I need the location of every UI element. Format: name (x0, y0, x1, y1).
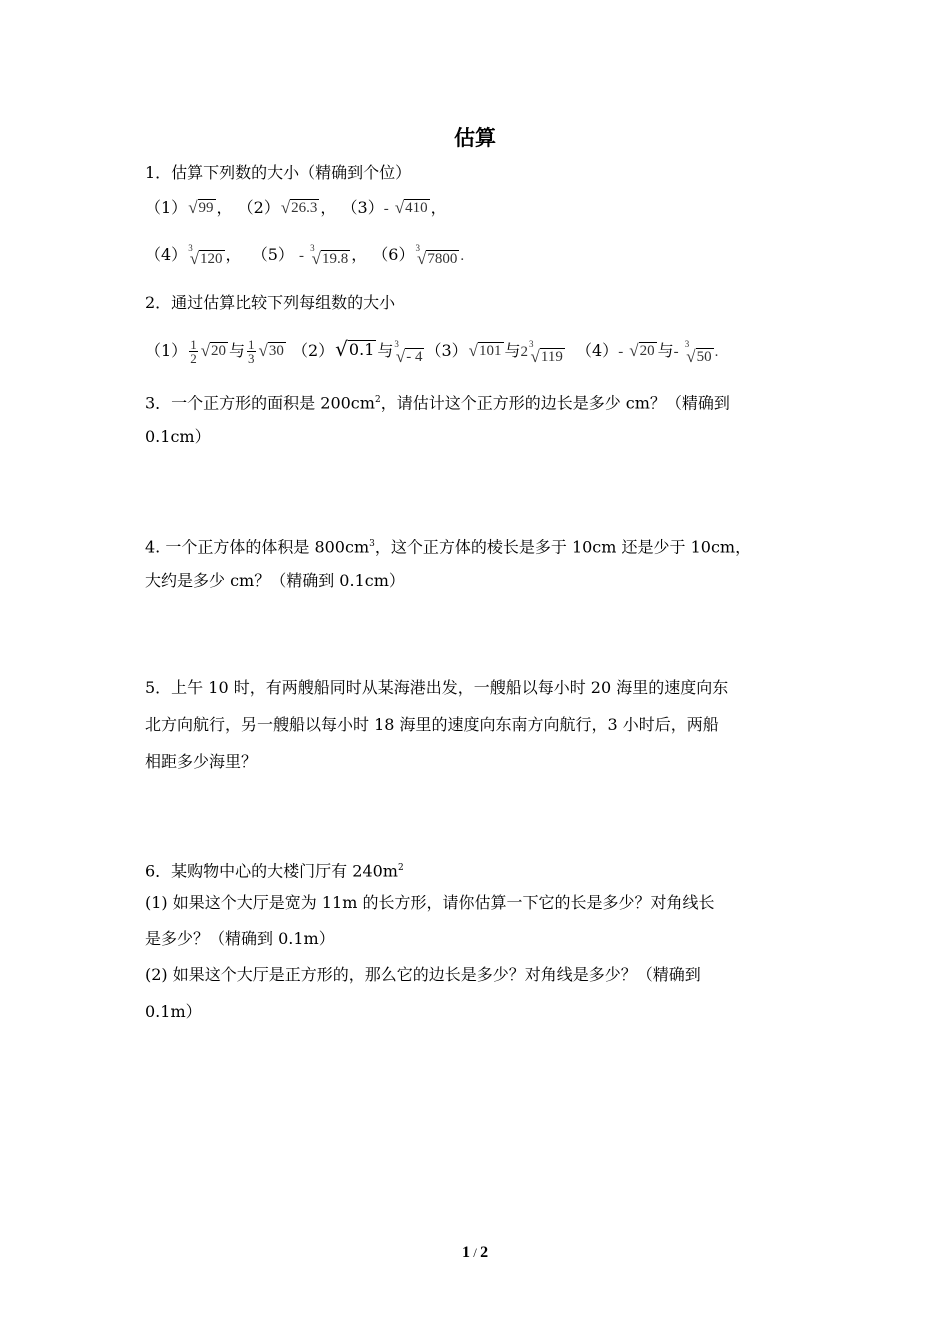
q3-line-2: 0.1cm） (145, 427, 211, 446)
q5-line-3: 相距多少海里？ (145, 752, 258, 771)
sqrt-expression: √ 20 (200, 341, 227, 360)
page-title: 估算 (454, 126, 496, 150)
sqrt-expression: √ 0.1 (335, 337, 375, 361)
q1-stem: 1．估算下列数的大小（精确到个位） (145, 163, 412, 182)
sqrt-expression: √ 20 (629, 341, 655, 360)
q2-stem: 2．通过估算比较下列每组数的大小 (145, 293, 396, 312)
page-number: 1 / 2 (461, 1244, 489, 1261)
sqrt-expression: √ 101 (468, 341, 502, 360)
cbrt-expression: 3 √ 19.8 (310, 243, 349, 268)
cbrt-expression: 3 √ - 4 (394, 339, 423, 366)
q6-line-2: 是多少？（精确到 0.1m） (145, 929, 335, 948)
cbrt-expression: 3 √ 7800 (415, 243, 458, 268)
q6-stem: 6．某购物中心的大楼门厅有 $240m^2$ (145, 861, 404, 881)
cbrt-expression: 3 √ 50 (684, 339, 712, 366)
q2-row: （1） $\frac{1}{2}$ √ 20 与 $\frac{1}{3}$ √ 30 （2） √ 0.1 与 3 √ - 4 （3） √ 101 与2 3 √ 119 （4）- √ 20 与- 3 √ 50 . (145, 337, 719, 366)
q4-line-1: 4. 一个正方体的体积是 $800cm^3$，这个正方体的棱长是多于 10cm 还是少于 10cm， (145, 537, 752, 557)
q3-line-1: 3．一个正方形的面积是 $200cm^2$，请估计这个正方形的边长是多少 cm？（精确到 (145, 393, 730, 413)
q6-line-4: 0.1m） (145, 1002, 202, 1021)
q4-line-2: 大约是多少 cm？（精确到 0.1cm） (145, 571, 405, 590)
q1-row-2: （4） 3 √ 120 ， （5） - 3 √ 19.8 ， （6） 3 √ 7800 . (145, 243, 465, 268)
sqrt-expression: √ 99 (188, 198, 214, 217)
cbrt-expression: 3 √ 120 (188, 243, 223, 268)
q5-line-2: 北方向航行，另一艘船以每小时 18 海里的速度向东南方向航行，3 小时后，两船 (145, 715, 719, 734)
sqrt-expression: √ 410 (394, 198, 428, 217)
sqrt-expression: √ 26.3 (280, 198, 318, 217)
fraction: $\frac{1}{2}$ (190, 337, 197, 366)
sqrt-expression: √ 30 (258, 341, 284, 360)
q1-row-1: （1） √ 99 ， （2） √ 26.3 ， （3）- √ 410 ， (145, 198, 447, 217)
q6-line-3: (2) 如果这个大厅是正方形的，那么它的边长是多少？对角线是多少？（精确到 (145, 965, 701, 984)
q6-line-1: (1) 如果这个大厅是宽为 11m 的长方形，请你估算一下它的长是多少？对角线长 (145, 893, 715, 912)
fraction: $\frac{1}{3}$ (248, 337, 255, 366)
cbrt-expression: 3 √ 119 (529, 339, 563, 366)
q5-line-1: 5．上午 10 时，有两艘船同时从某海港出发，一艘船以每小时 20 海里的速度向东 (145, 678, 729, 697)
